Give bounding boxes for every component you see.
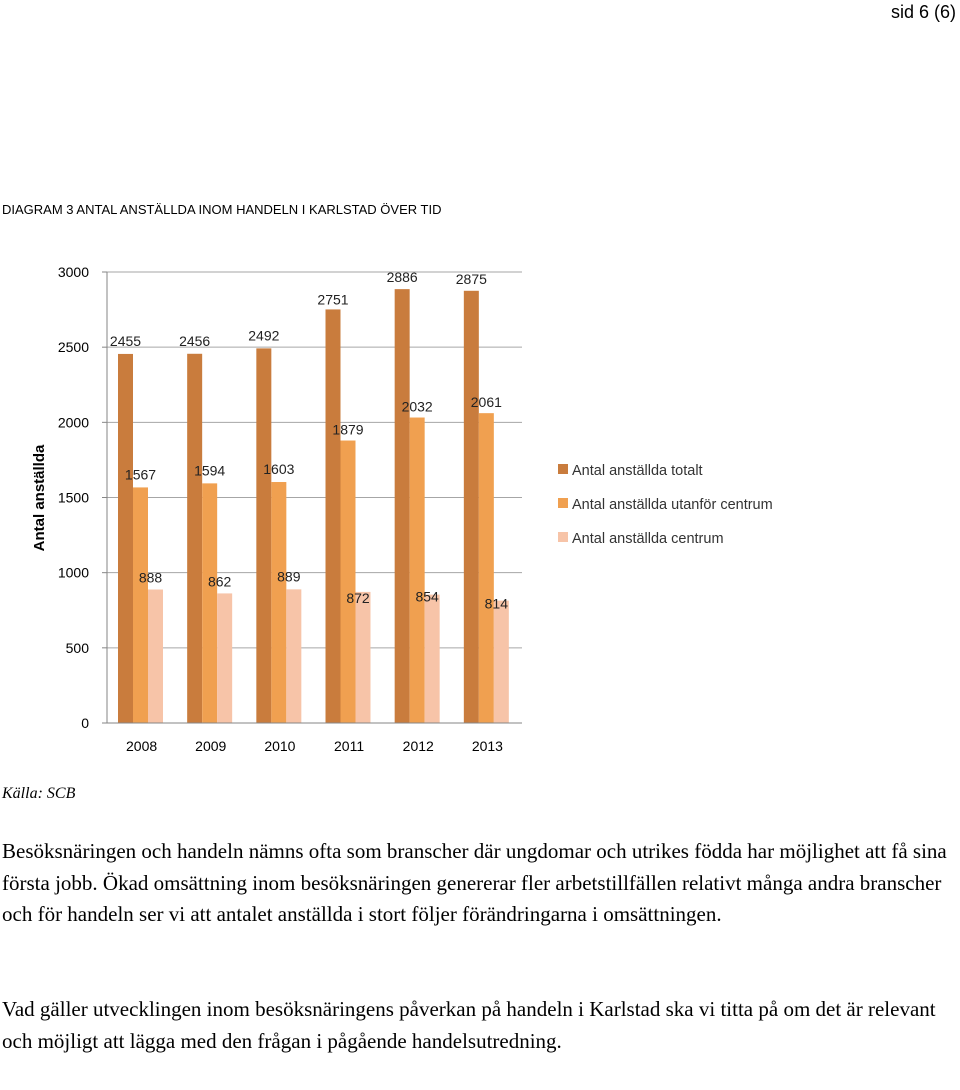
bars [118,289,509,723]
data-label: 854 [415,588,439,605]
paragraph-2: Vad gäller utvecklingen inom besöksnäringens påverkan på handeln i Karlstad ska vi titta på om det är relevant och möjligt att lägga med den frågan i pågående handelsutredning. [2,997,936,1053]
legend-label-3: Antal anställda centrum [572,531,724,547]
legend [558,463,773,547]
y-axis-title: Antal anställda [31,444,48,552]
data-label: 889 [277,568,301,585]
data-label: 1879 [332,421,364,438]
bar-2011-series1 [326,309,341,723]
bar-2009-series3 [217,593,232,723]
page-number: sid 6 (6) [890,2,956,22]
bar-2008-series1 [118,354,133,723]
gridlines [107,272,522,723]
bar-chart [0,250,960,770]
data-label: 2032 [401,398,433,415]
data-label: 2875 [455,270,487,287]
data-label: 2886 [386,269,418,286]
data-label: 1594 [194,462,226,479]
x-tick-label: 2012 [402,738,434,754]
y-tick-label: 2500 [57,339,89,356]
bar-2010-series2 [271,482,286,723]
data-label: 888 [138,569,163,586]
bar-2010-series3 [286,589,301,723]
legend-swatch-3 [558,532,568,542]
data-labels [110,269,508,611]
data-label: 872 [346,589,370,606]
y-tick-label: 1000 [57,564,89,581]
x-tick-label: 2013 [471,738,503,754]
bar-2009-series2 [202,483,217,723]
y-tick-label: 3000 [57,264,89,280]
data-label: 814 [484,595,509,612]
legend-swatch-1 [558,464,568,474]
bar-2012-series2 [410,418,425,723]
bar-2008-series3 [148,590,163,723]
y-tick-label: 2000 [57,414,89,431]
x-tick-label: 2009 [195,738,227,754]
bar-2009-series1 [187,354,202,723]
data-label: 2456 [179,332,211,349]
data-label: 2061 [470,394,502,411]
x-tick-label: 2011 [334,738,365,754]
bar-2011-series3 [356,592,371,723]
legend-swatch-2 [558,498,568,508]
bar-2013-series2 [479,413,494,723]
bar-2010-series1 [256,348,271,723]
data-label: 2455 [109,332,142,349]
data-label: 1567 [124,466,157,483]
data-label: 1603 [263,461,295,478]
source-note: Källa: SCB [2,785,76,802]
legend-label-1: Antal anställda totalt [572,463,703,479]
diagram-title: DIAGRAM 3 ANTAL ANSTÄLLDA INOM HANDELN I KARLSTAD ÖVER TID [2,202,442,217]
bar-2011-series2 [341,441,356,723]
bar-2012-series1 [395,289,410,723]
paragraph-1: Besöksnäringen och handeln nämns ofta som branscher där ungdomar och utrikes födda har möjlighet att få sina första jobb. Ökad omsättning inom besöksnäringen genererar fler arbetstillfällen relativt många andra branscher och för handeln ser vi att antalet anställda i stort följer förändringarna i omsättningen. [2,839,947,926]
legend-label-2: Antal anställda utanför centrum [572,497,773,513]
y-tick-label: 0 [81,715,89,731]
data-label: 862 [207,573,232,590]
y-tick-label: 1500 [57,489,89,506]
x-tick-label: 2008 [126,738,158,754]
bar-2013-series3 [494,601,509,723]
data-label: 2751 [317,291,349,308]
data-label: 2492 [248,327,280,344]
y-tick-label: 500 [65,639,89,656]
bar-2012-series3 [425,595,440,723]
x-tick-label: 2010 [264,738,296,754]
bar-2008-series2 [133,487,148,723]
bar-2013-series1 [464,291,479,723]
